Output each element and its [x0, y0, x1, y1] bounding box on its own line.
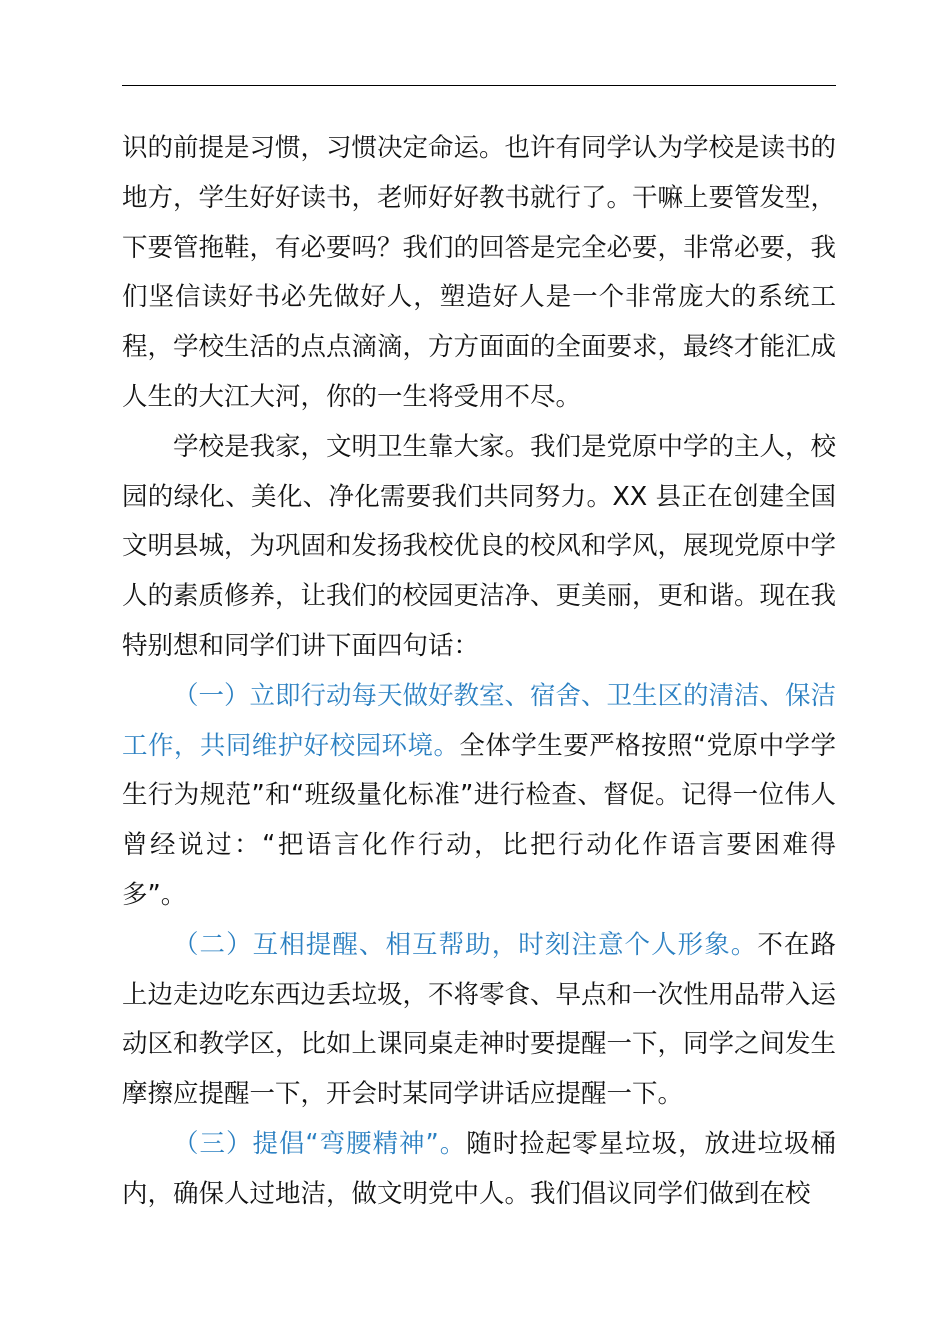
paragraph-text: 全体学生要严格按照“党原中学学生行为规范”和“班级量化标准”进行检查、督促。记得一位伟人曾经说过：“把语言化作行动，比把行动化作语言要困难得多”。 — [122, 730, 836, 910]
section-heading-2: （二）互相提醒、相互帮助，时刻注意个人形象。 — [173, 929, 758, 960]
paragraph-text: 学校是我家，文明卫生靠大家。我们是党原中学的主人，校园的绿化、美化、净化需要我们共同努力。XX 县正在创建全国文明县城，为巩固和发扬我校优良的校风和学风，展现党原中学人的素质修养，让我们的校园更洁净、更美丽，更和谐。现在我特别想和同学们讲下面四句话： — [122, 431, 837, 661]
paragraph-2 — [122, 423, 836, 672]
header-rule — [122, 85, 836, 86]
section-heading-1: （一）立即行动每天做好教室、宿舍、卫生区的清洁、保洁工作，共同维护好校园环境。 — [122, 680, 837, 761]
paragraph-text: 不在路上边走边吃东西边丢垃圾，不将零食、早点和一次性用品带入运动区和教学区，比如上课同桌走神时要提醒一下，同学之间发生摩擦应提醒一下，开会时某同学讲话应提醒一下。 — [122, 929, 837, 1110]
paragraph-3 — [122, 672, 836, 921]
body-text — [122, 124, 836, 1220]
paragraph-text: 识的前提是习惯，习惯决定命运。也许有同学认为学校是读书的地方，学生好好读书，老师好好教书就行了。干嘛上要管发型，下要管拖鞋，有必要吗？我们的回答是完全必要，非常必要，我们坚信读好书必先做好人，塑造好人是一个非常庞大的系统工程，学校生活的点点滴滴，方方面面的全面要求，最终才能汇成人生的大江大河，你的一生将受用不尽。 — [122, 133, 837, 412]
paragraph-4 — [122, 921, 836, 1120]
section-heading-3: （三）提倡“弯腰精神”。 — [173, 1128, 467, 1159]
paragraph-1 — [122, 124, 836, 423]
paragraph-text: 随时捡起零星垃圾，放进垃圾桶内，确保人过地洁，做文明党中人。我们倡议同学们做到在校 — [122, 1128, 836, 1209]
paragraph-5 — [122, 1120, 836, 1220]
